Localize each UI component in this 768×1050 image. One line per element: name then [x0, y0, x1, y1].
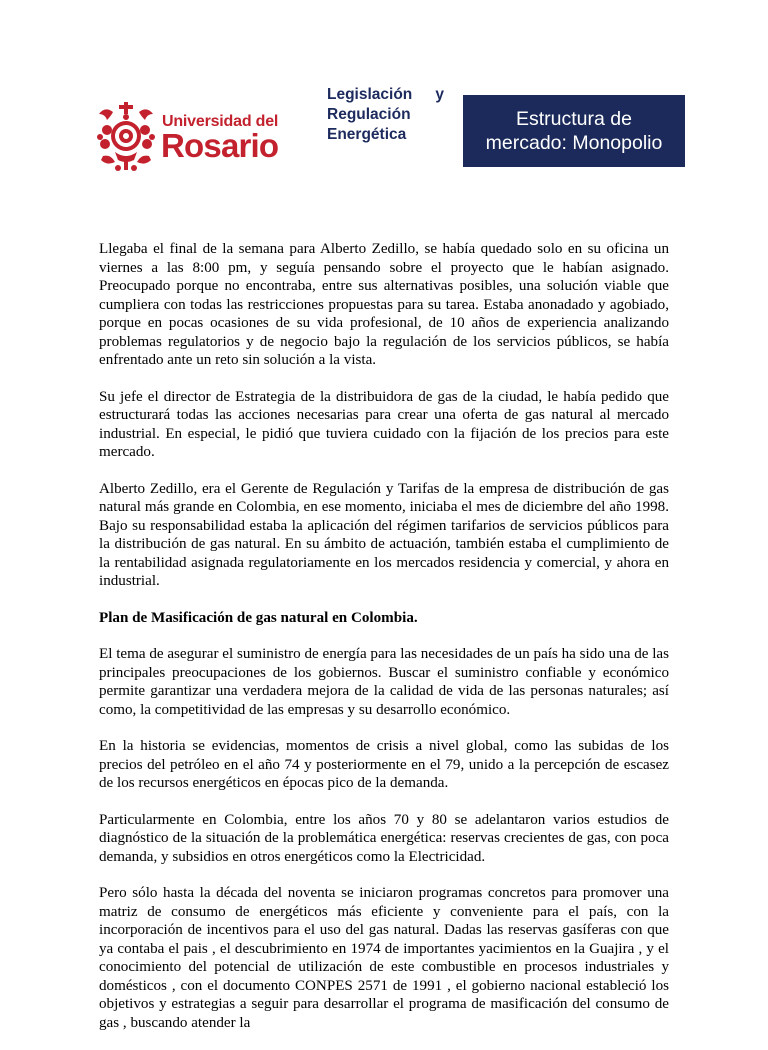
page-header	[0, 0, 768, 200]
logo-text-university: Universidad del	[162, 113, 279, 130]
paragraph-intro: Llegaba el final de la semana para Alberto Zedillo, se había quedado solo en su oficina un viernes a las 8:00 pm, y seguía pensando sobre el proyecto que le habían asignado. Preocupado porque no encontraba, entre sus alternativas posibles, una solución viable que cumpliera con todas las restricciones propuestas para su tarea. Estaba anonadado y agobiado, porque en pocas ocasiones de su vida profesional, de 10 años de experiencia analizando problemas regulatorios y de negocio bajo la regulación de los servicios públicos, se había enfrentado ante un reto sin solución a la vista.	[99, 241, 669, 368]
section-heading: Plan de Masificación de gas natural en Colombia.	[99, 609, 418, 626]
course-subject	[327, 85, 444, 145]
subject-line-2: Regulación	[327, 106, 411, 123]
university-logo[interactable]	[93, 100, 279, 172]
subject-line-1: Legislación y	[327, 86, 444, 103]
title-line-1: Estructura de	[516, 107, 632, 130]
document-body	[99, 240, 669, 1050]
paragraph-energy-supply: El tema de asegurar el suministro de energía para las necesidades de un país ha sido una de las principales preocupaciones de los gobiernos. Buscar el suministro confiable y económico permite garantizar una verdadera mejora de la calidad de vida de las personas naturales; así como, la competitividad de las empresas y su desarrollo económico.	[99, 646, 669, 718]
document-title-box	[463, 95, 685, 167]
rosario-emblem-icon	[93, 100, 159, 172]
paragraph-colombia-studies: Particularmente en Colombia, entre los años 70 y 80 se adelantaron varios estudios de diagnóstico de la situación de la problemática energética: reservas crecientes de gas, con poca demanda, y subsidios en otros energéticos como la Electricidad.	[99, 811, 669, 865]
logo-text-rosario: Rosario	[161, 127, 279, 164]
paragraph-crisis-history: En la historia se evidencias, momentos de crisis a nivel global, como las subidas de los precios del petróleo en el año 74 y posteriormente en el 79, unido a la percepción de escasez de los recursos energéticos en épocas pico de la demanda.	[99, 738, 669, 791]
paragraph-boss-request: Su jefe el director de Estrategia de la distribuidora de gas de la ciudad, le había pedido que estructurará todas las acciones necesarias para crear una oferta de gas natural al mercado industrial. En especial, le pidió que tuviera cuidado con la fijación de los precios para este mercado.	[99, 388, 669, 460]
title-line-2: mercado: Monopolio	[485, 132, 663, 154]
paragraph-nineties-programs: Pero sólo hasta la década del noventa se iniciaron programas concretos para promover una matriz de consumo de energéticos más eficiente y conveniente para el país, con la incorporación de incentivos para el uso del gas natural. Dadas las reservas gasíferas con que ya contaba el pais , el descubrimiento en 1974 de importantes yacimientos en la Guajira , y el conocimiento del potencial de utilización de este combustible en procesos industriales y domésticos , con el documento CONPES 2571 de 1991 , el gobierno nacional estableció los objetivos y estrategias a seguir para desarrollar el programa de masificación del consumo de gas , buscando atender la	[99, 885, 669, 1031]
paragraph-zedillo-role: Alberto Zedillo, era el Gerente de Regulación y Tarifas de la empresa de distribución de gas natural más grande en Colombia, en ese momento, iniciaba el mes de diciembre del año 1998. Bajo su responsabilidad estaba la aplicación del régimen tarifarios de servicios públicos para la distribución de gas natural. En su ámbito de actuación, también estaba el cumplimiento de la rentabilidad asignada regulatoriamente en los mercados residencia y comercial, y ahora en industrial.	[99, 480, 669, 589]
subject-line-3: Energética	[327, 126, 407, 143]
